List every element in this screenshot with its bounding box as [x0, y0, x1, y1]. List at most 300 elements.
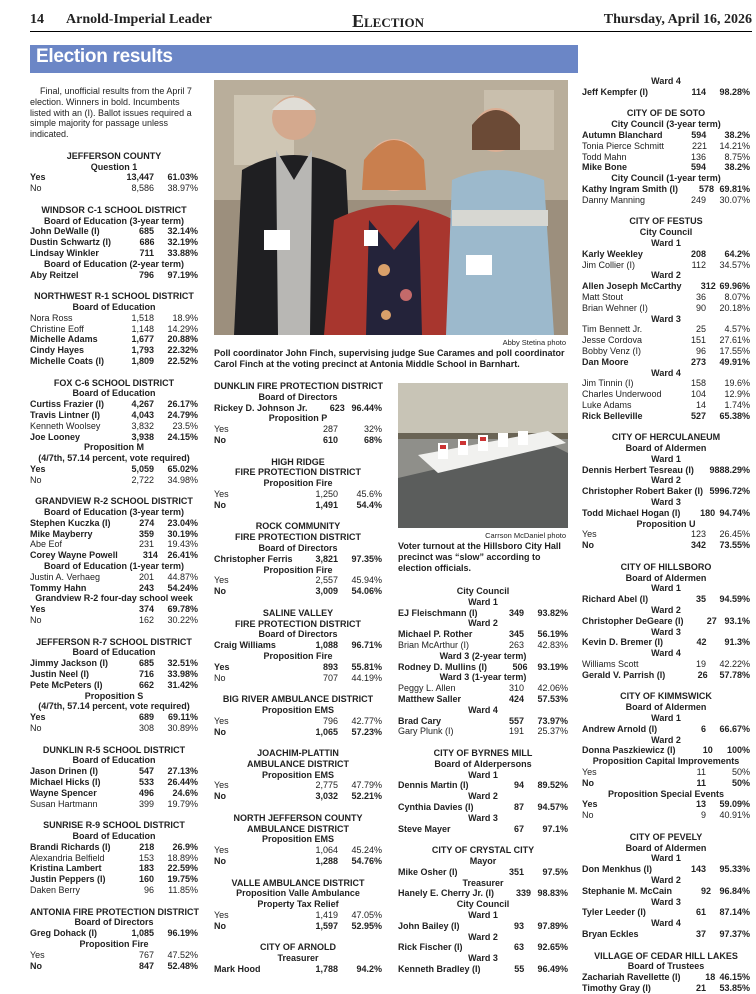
candidate-name: Tonia Pierce Schmitt — [582, 140, 665, 151]
candidate-name: Todd Michael Hogan (I) — [582, 507, 681, 518]
vote-count: 287 — [322, 424, 338, 435]
section-heading: Proposition Valle Ambulance — [236, 888, 360, 899]
vote-count: 1,250 — [315, 488, 338, 499]
vote-percent: 57.53% — [537, 693, 568, 704]
vote-percent: 18.9% — [172, 312, 198, 323]
candidate-name: Tommy Hahn — [30, 582, 87, 593]
candidate-name: No — [30, 615, 42, 626]
vote-percent: 50% — [731, 777, 750, 788]
vote-percent: 32.14% — [167, 226, 198, 237]
vote-count: 158 — [690, 378, 706, 389]
section-heading: CITY OF HILLSBORO — [620, 561, 712, 572]
candidate-name: Richard Abel (I) — [582, 594, 649, 605]
candidate-name: Steve Mayer — [398, 823, 451, 834]
result-row — [398, 824, 568, 835]
result-row — [582, 907, 750, 918]
vote-count: 218 — [139, 841, 155, 852]
vote-count: 527 — [690, 410, 706, 421]
vote-count: 3,821 — [315, 553, 338, 564]
section-heading: Ward 1 — [651, 853, 681, 864]
candidate-name: Andrew Arnold (I) — [582, 723, 658, 734]
result-row — [30, 432, 198, 443]
results-column-3 — [398, 586, 568, 975]
candidate-name: Daken Berry — [30, 884, 81, 895]
section-heading: Ward 4 — [651, 76, 681, 86]
section-spacer — [30, 626, 198, 637]
candidate-name: Brian McArthur (I) — [398, 639, 470, 650]
candidate-name: Michael Hicks (I) — [30, 777, 101, 787]
section-heading: Board of Directors — [258, 542, 338, 553]
vote-percent: 33.98% — [167, 669, 198, 680]
candidate-name: Yes — [214, 424, 229, 435]
result-row — [214, 554, 382, 565]
section-heading: Mayor — [469, 855, 497, 866]
result-row — [30, 464, 198, 475]
vote-percent: 32.19% — [167, 237, 198, 248]
result-row — [30, 712, 198, 723]
result-row — [30, 680, 198, 691]
vote-percent: 22.59% — [167, 863, 198, 874]
vote-count: 349 — [508, 607, 524, 618]
vote-percent: 69.78% — [167, 604, 198, 615]
candidate-name: Brandi Richards (I) — [30, 841, 111, 852]
vote-percent: 30.22% — [167, 615, 198, 626]
vote-percent: 54.06% — [351, 586, 382, 597]
vote-count: 685 — [138, 658, 154, 669]
vote-count: 27 — [706, 615, 717, 626]
section-spacer — [30, 280, 198, 291]
vote-count: 36 — [695, 291, 706, 302]
vote-percent: 32.51% — [167, 658, 198, 669]
section-heading: Ward 1 — [468, 769, 498, 780]
section-heading: FIRE PROTECTION DISTRICT — [235, 532, 361, 543]
vote-count: 689 — [138, 712, 154, 723]
candidate-name: Mark Hood — [214, 964, 261, 975]
candidate-name: Karly Weekley — [582, 248, 643, 259]
issue-date: Thursday, April 16, 2026 — [603, 12, 752, 27]
candidate-name: No — [582, 810, 594, 821]
vote-percent: 19.6% — [724, 378, 750, 389]
result-row — [582, 983, 750, 994]
result-row — [582, 87, 750, 98]
candidate-name: Autumn Blanchard — [582, 129, 663, 140]
result-row — [582, 637, 750, 648]
vote-count: 893 — [322, 661, 338, 672]
section-spacer — [214, 932, 382, 943]
vote-percent: 93.82% — [537, 607, 568, 618]
result-row — [582, 411, 750, 422]
section-spacer — [214, 597, 382, 608]
candidate-name: Lindsay Winkler — [30, 247, 99, 258]
candidate-name: Dustin Schwartz (I) — [30, 237, 112, 248]
result-row — [30, 799, 198, 810]
section-heading: Ward 2 — [651, 475, 681, 486]
candidate-name: Don Menkhus (I) — [582, 864, 652, 875]
results-column-2 — [214, 381, 382, 975]
result-row — [30, 777, 198, 788]
result-row — [582, 886, 750, 897]
vote-percent: 45.24% — [351, 845, 382, 856]
section-heading: Ward 3 — [651, 313, 681, 324]
vote-percent: 93.1% — [724, 615, 750, 626]
vote-count: 4,267 — [131, 399, 154, 410]
result-row — [582, 724, 750, 735]
section-heading: Ward 2 — [651, 734, 681, 745]
candidate-name: Aby Reitzel — [30, 269, 79, 280]
candidate-name: No — [214, 434, 226, 445]
section-heading: Ward 1 — [651, 453, 681, 464]
section-spacer — [30, 194, 198, 205]
result-row — [582, 972, 750, 983]
vote-percent: 97.19% — [167, 269, 198, 280]
result-row — [582, 778, 750, 789]
vote-count: 136 — [690, 151, 706, 162]
vote-percent: 94.57% — [537, 801, 568, 812]
result-row — [582, 529, 750, 540]
result-row — [214, 845, 382, 856]
section-heading: AMBULANCE DISTRICT — [247, 758, 349, 769]
vote-percent: 26.9% — [172, 841, 198, 852]
section-heading: JEFFERSON COUNTY — [66, 150, 162, 161]
section-heading: Proposition EMS — [262, 834, 334, 845]
section-heading: Ward 4 — [651, 918, 681, 929]
result-row — [30, 421, 198, 432]
candidate-name: Yes — [214, 910, 229, 921]
section-spacer — [214, 737, 382, 748]
candidate-name: No — [30, 183, 42, 194]
vote-percent: 19.79% — [167, 798, 198, 809]
vote-percent: 61.03% — [167, 172, 198, 183]
section-heading: Board of Education (1-year term) — [43, 561, 185, 572]
result-row — [30, 475, 198, 486]
result-row — [398, 629, 568, 640]
section-heading: Proposition EMS — [262, 769, 334, 780]
result-row — [30, 615, 198, 626]
vote-percent: 1.74% — [724, 399, 750, 410]
vote-percent: 42.83% — [537, 639, 568, 650]
candidate-name: Donna Paszkiewicz (I) — [582, 745, 676, 756]
section-heading: Treasurer — [277, 953, 319, 964]
vote-percent: 31.42% — [167, 679, 198, 690]
section-heading: GRANDVIEW R-2 SCHOOL DISTRICT — [35, 496, 193, 507]
vote-percent: 55.81% — [351, 661, 382, 672]
candidate-name: Nora Ross — [30, 312, 73, 323]
section-heading: Board of Directors — [258, 629, 338, 640]
vote-percent: 17.55% — [719, 345, 750, 356]
result-row — [30, 766, 198, 777]
result-row — [214, 856, 382, 867]
result-row — [30, 853, 198, 864]
result-row — [214, 662, 382, 673]
vote-percent: 53.85% — [719, 982, 750, 993]
vote-count: 2,557 — [315, 575, 338, 586]
vote-percent: 26.17% — [167, 399, 198, 410]
result-row — [582, 130, 750, 141]
candidate-name: Rick Fischer (I) — [398, 942, 463, 953]
vote-count: 98 — [709, 464, 720, 475]
vote-count: 123 — [690, 529, 706, 540]
candidate-name: Susan Hartmann — [30, 798, 98, 809]
vote-percent: 69.11% — [167, 712, 198, 723]
vote-count: 21 — [695, 982, 706, 993]
vote-count: 26 — [697, 669, 708, 680]
vote-percent: 98.28% — [719, 86, 750, 97]
vote-count: 1,677 — [131, 334, 154, 345]
candidate-name: Danny Manning — [582, 194, 646, 205]
vote-count: 308 — [138, 723, 154, 734]
vote-percent: 97.1% — [542, 823, 568, 834]
vote-count: 1,793 — [131, 345, 154, 356]
result-row — [30, 356, 198, 367]
section-heading: Ward 2 — [468, 791, 498, 802]
section-spacer — [398, 737, 568, 748]
result-row — [582, 389, 750, 400]
vote-count: 94 — [513, 780, 524, 791]
vote-percent: 24.79% — [167, 409, 198, 420]
result-row — [30, 399, 198, 410]
vote-percent: 44.19% — [351, 672, 382, 683]
section-heading: Proposition P — [268, 413, 328, 424]
result-row — [30, 604, 198, 615]
vote-percent: 52.95% — [351, 920, 382, 931]
candidate-name: Cynthia Davies (I) — [398, 801, 474, 812]
section-heading: SUNRISE R-9 SCHOOL DISTRICT — [43, 820, 185, 831]
candidate-name: Williams Scott — [582, 659, 639, 670]
candidate-name: No — [214, 726, 226, 737]
result-row — [214, 673, 382, 684]
section-heading: Treasurer — [462, 877, 504, 888]
vote-count: 1,518 — [131, 312, 154, 323]
section-heading: Proposition S — [84, 690, 144, 701]
photo-polling-place — [398, 383, 568, 528]
result-row — [214, 791, 382, 802]
candidate-name: Kenneth Woolsey — [30, 420, 101, 431]
vote-percent: 92.65% — [537, 942, 568, 953]
section-heading: AMBULANCE DISTRICT — [247, 823, 349, 834]
vote-count: 796 — [322, 715, 338, 726]
section-heading: HIGH RIDGE — [271, 456, 325, 467]
section-heading: Ward 3 — [651, 497, 681, 508]
result-row — [30, 928, 198, 939]
vote-percent: 89.52% — [537, 780, 568, 791]
result-row — [30, 334, 198, 345]
candidate-name: Yes — [30, 172, 46, 183]
section-spacer — [582, 940, 750, 951]
section-heading: Ward 2 — [468, 931, 498, 942]
result-row — [582, 152, 750, 163]
vote-count: 312 — [700, 281, 716, 292]
result-row — [30, 172, 198, 183]
candidate-name: Pete McPeters (I) — [30, 679, 103, 690]
section-heading: Board of Aldermen — [625, 702, 707, 713]
vote-count: 153 — [138, 852, 154, 863]
vote-percent: 65.38% — [719, 410, 750, 421]
result-row — [582, 486, 750, 497]
vote-count: 263 — [508, 639, 524, 650]
candidate-name: Craig Williams — [214, 640, 276, 651]
vote-percent: 40.91% — [719, 810, 750, 821]
result-row — [398, 964, 568, 975]
candidate-name: Mike Osher (I) — [398, 866, 458, 877]
vote-percent: 100% — [726, 745, 750, 756]
result-row — [30, 863, 198, 874]
section-spacer — [214, 511, 382, 522]
section-heading: CITY OF BYRNES MILL — [433, 747, 533, 758]
vote-count: 578 — [698, 183, 714, 194]
intro-text: Final, unofficial results from the April 7 election. Winners in bold. Incumbents listed with an (I). Ballot issues required a simple majority for passage unless indicated. — [30, 86, 192, 140]
candidate-name: John DeWalle (I) — [30, 226, 100, 237]
vote-percent: 97.35% — [351, 553, 382, 564]
vote-count: 18 — [705, 972, 716, 983]
vote-count: 191 — [508, 726, 524, 737]
vote-percent: 34.98% — [167, 474, 198, 485]
candidate-name: No — [214, 499, 226, 510]
vote-count: 685 — [138, 226, 154, 237]
vote-count: 93 — [513, 920, 524, 931]
vote-percent: 8.07% — [724, 291, 750, 302]
candidate-name: Christopher DeGeare (I) — [582, 615, 684, 626]
result-row — [214, 500, 382, 511]
vote-count: 1,148 — [131, 323, 154, 334]
section-heading: Proposition Fire — [263, 650, 333, 661]
result-row — [214, 921, 382, 932]
result-row — [582, 141, 750, 152]
section-heading: ANTONIA FIRE PROTECTION DISTRICT — [30, 906, 200, 917]
section-heading: Ward 1 — [651, 713, 681, 724]
vote-percent: 47.79% — [351, 780, 382, 791]
vote-percent: 24.15% — [167, 431, 198, 442]
vote-percent: 46.15% — [719, 972, 750, 983]
section-spacer — [214, 867, 382, 878]
result-row — [398, 716, 568, 727]
vote-count: 11 — [696, 777, 706, 788]
result-row — [30, 518, 198, 529]
vote-percent: 66.67% — [719, 723, 750, 734]
section-heading: Board of Education — [72, 388, 156, 399]
result-row — [30, 237, 198, 248]
section-spacer — [30, 734, 198, 745]
result-row — [30, 248, 198, 259]
result-row — [398, 942, 568, 953]
vote-count: 767 — [138, 949, 154, 960]
vote-count: 1,064 — [315, 845, 338, 856]
section-heading: Ward 4 — [651, 367, 681, 378]
vote-percent: 12.9% — [724, 389, 750, 400]
vote-percent: 22.32% — [167, 345, 198, 356]
vote-count: 1,065 — [315, 726, 338, 737]
result-row — [30, 345, 198, 356]
candidate-name: Michael P. Rother — [398, 629, 473, 640]
vote-percent: 20.88% — [167, 334, 198, 345]
result-row — [30, 950, 198, 961]
vote-count: 112 — [691, 259, 706, 270]
result-row — [214, 716, 382, 727]
section-heading: City Council — [639, 227, 693, 238]
candidate-name: Yes — [30, 463, 46, 474]
candidate-name: Mike Mayberry — [30, 528, 93, 539]
vote-percent: 68% — [363, 434, 382, 445]
result-row — [582, 465, 750, 476]
section-heading: Board of Education — [72, 830, 156, 841]
vote-count: 90 — [695, 302, 706, 313]
vote-percent: 69.81% — [719, 183, 750, 194]
section-heading: City Council (3-year term) — [611, 119, 721, 130]
section-heading: (4/7th, 57.14 percent, vote required) — [38, 453, 190, 464]
vote-count: 42 — [696, 637, 707, 648]
section-spacer — [582, 681, 750, 692]
vote-percent: 87.14% — [719, 907, 750, 918]
vote-count: 231 — [138, 539, 154, 550]
vote-count: 180 — [700, 507, 716, 518]
result-row — [30, 572, 198, 583]
vote-count: 114 — [691, 86, 706, 97]
vote-count: 92 — [700, 885, 711, 896]
vote-percent: 52.48% — [167, 960, 198, 971]
vote-count: 1,288 — [315, 856, 338, 867]
result-row — [30, 410, 198, 421]
candidate-name: No — [582, 777, 594, 788]
section-heading: JOACHIM-PLATTIN — [257, 748, 339, 759]
result-row — [30, 270, 198, 281]
vote-percent: 23.5% — [172, 420, 198, 431]
vote-percent: 30.19% — [167, 528, 198, 539]
vote-count: 87 — [513, 801, 524, 812]
candidate-name: Jim Tinnin (I) — [582, 378, 634, 389]
section-heading: DUNKLIN R-5 SCHOOL DISTRICT — [42, 744, 186, 755]
vote-percent: 88.29% — [719, 464, 750, 475]
vote-count: 5,059 — [131, 463, 154, 474]
result-row — [398, 694, 568, 705]
candidate-name: Gerald V. Parrish (I) — [582, 669, 666, 680]
section-heading: Board of Aldermen — [625, 443, 707, 454]
candidate-name: Yes — [582, 799, 598, 810]
result-row — [582, 810, 750, 821]
candidate-name: Corey Wayne Powell — [30, 550, 118, 561]
section-spacer — [582, 206, 750, 217]
vote-percent: 34.57% — [719, 259, 750, 270]
result-row — [582, 864, 750, 875]
result-row — [582, 292, 750, 303]
candidate-name: Justin A. Verhaeg — [30, 571, 101, 582]
vote-count: 11 — [696, 767, 706, 777]
candidate-name: Tim Bennett Jr. — [582, 324, 643, 335]
vote-count: 208 — [690, 248, 706, 259]
section-heading: Board of Directors — [258, 391, 338, 402]
candidate-name: Rickey D. Johnson Jr. — [214, 402, 308, 413]
result-row — [214, 586, 382, 597]
section-heading: CITY OF FESTUS — [629, 216, 703, 227]
candidate-name: John Bailey (I) — [398, 920, 460, 931]
vote-percent: 56.19% — [537, 629, 568, 640]
candidate-name: Kathy Ingram Smith (I) — [582, 183, 679, 194]
result-row — [582, 670, 750, 681]
vote-count: 3,009 — [315, 586, 338, 597]
vote-percent: 57.78% — [719, 669, 750, 680]
vote-percent: 22.52% — [167, 355, 198, 366]
result-row — [214, 489, 382, 500]
section-heading: Proposition Special Events — [607, 788, 725, 799]
section-spacer — [30, 809, 198, 820]
vote-percent: 8.75% — [724, 151, 750, 162]
vote-percent: 96.71% — [351, 640, 382, 651]
vote-percent: 96.49% — [537, 963, 568, 974]
section-heading: Property Tax Relief — [257, 899, 339, 910]
candidate-name: EJ Fleischmann (I) — [398, 607, 478, 618]
vote-count: 399 — [138, 798, 154, 809]
candidate-name: Jeff Kempfer (I) — [582, 86, 649, 97]
candidate-name: Yes — [214, 488, 229, 499]
vote-count: 9 — [700, 810, 706, 821]
